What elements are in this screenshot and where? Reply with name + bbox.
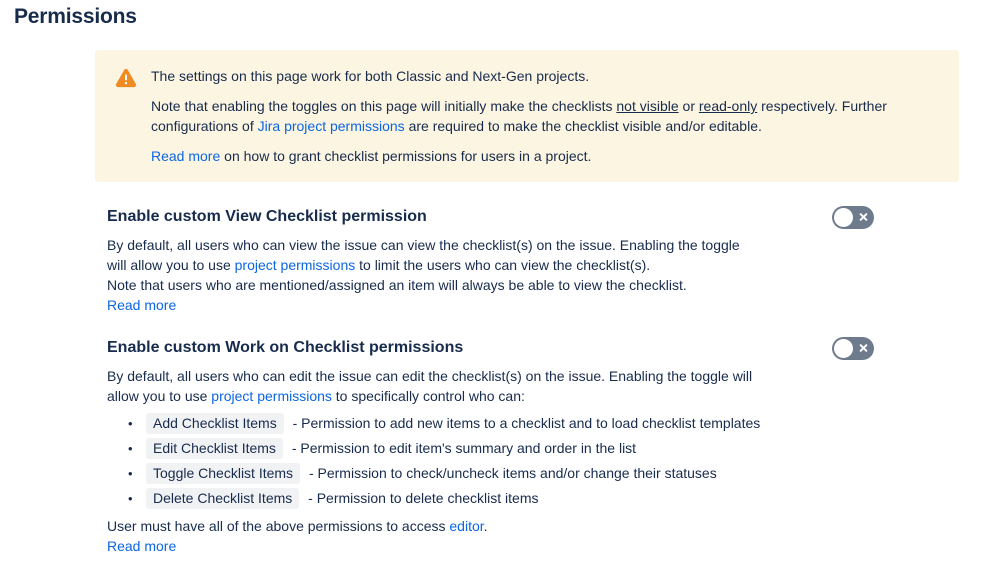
permission-desc: - Permission to add new items to a checklist and to load checklist templates (292, 415, 761, 431)
warning-read-more-link[interactable]: Read more (151, 148, 221, 164)
permission-bullet-list (107, 412, 874, 510)
warning-banner (95, 50, 959, 182)
list-item (128, 437, 874, 460)
editor-link[interactable]: editor (449, 518, 484, 534)
page-title: Permissions (14, 5, 137, 28)
work-read-more-link[interactable]: Read more (107, 538, 177, 554)
work-permission-toggle[interactable] (832, 337, 874, 360)
view-project-permissions-link[interactable]: project permissions (234, 257, 356, 273)
permission-desc: - Permission to edit item's summary and order in the list (291, 440, 637, 456)
list-item (128, 412, 874, 435)
warning-paragraph-3: Read more on how to grant checklist permissions for users in a project. (151, 148, 592, 164)
toggle-off-x-icon (859, 344, 868, 353)
toggle-off-x-icon (859, 213, 868, 222)
work-permission-description: By default, all users who can edit the issue can edit the checklist(s) on the issue. Enabling the toggle will allow you to use project permissions to specifically control who can: (107, 368, 753, 404)
list-item (128, 487, 874, 510)
view-permission-description: By default, all users who can view the issue can view the checklist(s) on the issue. Enabling the toggle will allow you to use project permissions to limit the users who can view the checklist(s). Note that users who are mentioned/assigned an item will always be able to view the checklist. (107, 237, 740, 293)
work-permission-footer: User must have all of the above permissions to access editor. (107, 518, 488, 534)
permission-tag: Toggle Checklist Items (146, 463, 300, 484)
warning-content (151, 66, 935, 166)
work-permission-header-row (107, 336, 874, 360)
warning-paragraph-2: Note that enabling the toggles on this page will initially make the checklists not visible or read-only respectively. Further configurations of Jira project permissions are required to make the checklist visible and/or editable. (151, 98, 887, 134)
toggle-knob (834, 339, 853, 358)
permission-desc: - Permission to check/uncheck items and/or change their statuses (308, 465, 717, 481)
warning-triangle-icon (115, 66, 139, 166)
view-permission-section (107, 205, 874, 315)
underlined-text: not visible (616, 98, 679, 114)
work-project-permissions-link[interactable]: project permissions (211, 388, 332, 404)
work-permission-section (107, 336, 874, 556)
list-item (128, 462, 874, 485)
jira-project-permissions-link[interactable]: Jira project permissions (257, 118, 405, 134)
view-permission-header-row (107, 205, 874, 229)
warning-paragraph-1: The settings on this page work for both Classic and Next-Gen projects. (151, 68, 590, 84)
permission-tag: Delete Checklist Items (146, 488, 299, 509)
view-permission-heading: Enable custom View Checklist permission (107, 208, 427, 225)
permission-tag: Add Checklist Items (146, 413, 284, 434)
toggle-knob (834, 208, 853, 227)
permissions-page (0, 4, 989, 556)
permission-tag: Edit Checklist Items (146, 438, 283, 459)
permission-desc: - Permission to delete checklist items (308, 490, 539, 506)
underlined-text: read-only (698, 98, 758, 114)
work-permission-heading: Enable custom Work on Checklist permissions (107, 339, 464, 356)
view-read-more-link[interactable]: Read more (107, 297, 177, 313)
view-permission-toggle[interactable] (832, 206, 874, 229)
